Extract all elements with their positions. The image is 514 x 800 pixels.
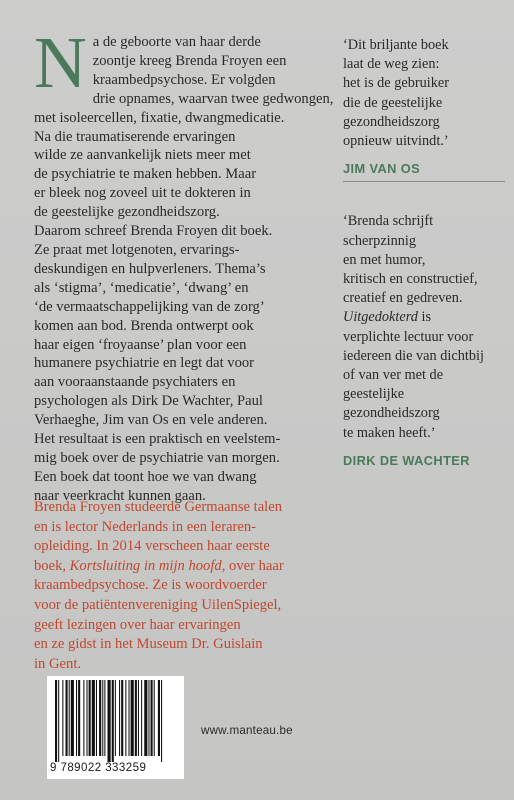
blurb-line: Een boek dat toont hoe we van dwang	[34, 468, 257, 485]
barcode-bar	[89, 680, 91, 756]
bio-line: Brenda Froyen studeerde Germaanse talen	[34, 499, 282, 515]
blurb-line: Daarom schreef Brenda Froyen dit boek.	[34, 223, 273, 240]
blurb-line: mig boek over de psychiatrie van morgen.	[34, 449, 280, 466]
barcode-bar	[129, 680, 130, 756]
blurb-line: wilde ze aanvankelijk niets meer met	[34, 147, 251, 164]
barcode-bar	[158, 680, 160, 756]
blurb-line: deskundigen en hulpverleners. Thema’s	[34, 260, 266, 277]
barcode-bar	[125, 680, 126, 756]
book-title: Kortsluiting in mijn hoofd	[69, 557, 222, 574]
bio-line: voor de patiëntenvereniging UilenSpiegel,	[34, 596, 282, 613]
bio-line: en is lector Nederlands in een leraren-	[34, 518, 257, 535]
quote-line: iedereen die van dichtbij	[343, 347, 484, 364]
blurb-main-text	[34, 22, 334, 506]
blurb-line: er bleek nog zoveel uit te dokteren in	[34, 185, 251, 202]
quote-jim-van-os	[343, 36, 508, 178]
blurb-line: ‘de vermaatschappelijking van de zorg’	[34, 298, 265, 315]
barcode-bar	[104, 680, 105, 756]
quote-dirk-de-wachter	[343, 212, 508, 470]
quote-line: gezondheidszorg	[343, 113, 440, 130]
barcode-bars	[55, 680, 177, 762]
barcode-bar	[102, 680, 103, 756]
barcode-bar	[135, 680, 137, 756]
blurb-line: met isoleercellen, fixatie, dwangmedicatie.	[34, 109, 285, 126]
quote-line: verplichte lectuur voor	[343, 328, 474, 345]
quote-line: geestelijke	[343, 386, 405, 403]
bio-line	[34, 557, 334, 577]
blurb-line: haar eigen ‘froyaanse’ plan voor een	[34, 336, 247, 353]
barcode-bar	[96, 680, 97, 756]
bio-line-suffix: , over haar	[221, 557, 284, 574]
barcode-bar	[99, 680, 101, 756]
barcode-bar	[83, 680, 84, 756]
quote-line: of van ver met de	[343, 367, 444, 384]
quote-book-title: Uitgedokterd	[343, 309, 418, 326]
blurb-line: drie opnames, waarvan twee gedwongen,	[92, 90, 334, 107]
barcode-bar	[138, 680, 139, 756]
barcode-bar	[92, 680, 95, 756]
barcode-bar	[121, 680, 123, 756]
quote-line: gezondheidszorg	[343, 405, 440, 422]
barcode-bar	[78, 680, 80, 756]
quote-line	[343, 308, 508, 327]
quote-line: creatief en gedreven.	[343, 290, 463, 307]
barcode-bar	[161, 680, 162, 762]
barcode-bar	[151, 680, 153, 756]
drop-cap: N	[34, 22, 87, 103]
quote-line: en met humor,	[343, 251, 426, 268]
barcode-bar	[112, 680, 114, 762]
quote-author: JIM VAN OS	[343, 161, 421, 177]
quote-title-suffix: is	[417, 309, 432, 326]
blurb-line: zoontje kreeg Brenda Froyen een	[92, 52, 287, 69]
barcode-bar	[148, 680, 149, 756]
bio-line-prefix: boek,	[34, 557, 70, 574]
endorsements	[343, 36, 508, 470]
barcode-bar	[108, 680, 111, 762]
blurb-line: Ze praat met lotgenoten, ervarings-	[34, 241, 240, 258]
quote-line: die de geestelijke	[343, 94, 443, 111]
blurb-line: als ‘stigma’, ‘medicatie’, ‘dwang’ en	[34, 279, 249, 296]
blurb-line: psychologen als Dirk De Wachter, Paul	[34, 393, 263, 410]
barcode-bar	[115, 680, 116, 756]
divider-rule	[343, 181, 505, 182]
blurb-line: humanere psychiatrie en legt dat voor	[34, 355, 255, 372]
isbn-barcode	[47, 676, 184, 779]
quote-line: ‘Brenda schrijft	[343, 213, 434, 230]
blurb-line: Het resultaat is een praktisch en veelstem-	[34, 431, 281, 448]
author-bio	[34, 498, 334, 674]
barcode-bar	[55, 680, 57, 762]
barcode-bar	[119, 680, 120, 756]
blurb-line: de geestelijke gezondheidszorg.	[34, 204, 220, 221]
quote-line: het is de gebruiker	[343, 75, 449, 92]
barcode-bar	[131, 680, 134, 756]
barcode-bar	[71, 680, 74, 756]
barcode-bar	[144, 680, 147, 756]
quote-line: te maken heeft.’	[343, 424, 436, 441]
isbn-digits: 9 789022 333259	[50, 762, 147, 774]
quote-line: opnieuw uitvindt.’	[343, 133, 449, 150]
bio-line: kraambedpsychose. Ze is woordvoerder	[34, 577, 267, 594]
blurb-line: komen aan bod. Brenda ontwerpt ook	[34, 317, 254, 334]
barcode-bar	[62, 680, 63, 756]
barcode-bar	[87, 680, 88, 756]
bio-line: in Gent.	[34, 655, 82, 672]
barcode-bar	[58, 680, 59, 762]
quote-line: laat de weg zien:	[343, 56, 440, 73]
barcode-bar	[154, 680, 155, 756]
barcode-bar	[141, 680, 142, 756]
bio-line: en ze gidst in het Museum Dr. Guislain	[34, 636, 263, 653]
quote-line: kritisch en constructief,	[343, 271, 478, 288]
blurb-line: aan vooraanstaande psychiaters en	[34, 374, 236, 391]
bio-line: geeft lezingen over haar ervaringen	[34, 616, 241, 633]
blurb-line: Na die traumatiserende ervaringen	[34, 128, 236, 145]
blurb-line: de psychiatrie te maken hebben. Maar	[34, 166, 257, 183]
blurb-paragraph	[34, 22, 334, 506]
barcode-bar	[69, 680, 70, 756]
quote-author: DIRK DE WACHTER	[343, 452, 470, 468]
quote-line: ‘Dit briljante boek	[343, 37, 449, 53]
blurb-line: naar veerkracht kunnen gaan.	[34, 487, 206, 504]
barcode-bar	[76, 680, 77, 756]
barcode-bar	[66, 680, 68, 756]
blurb-line: kraambedpsychose. Er volgden	[92, 71, 276, 88]
publisher-url[interactable]: www.manteau.be	[201, 724, 293, 737]
quote-line: scherpzinnig	[343, 232, 417, 249]
bio-line: opleiding. In 2014 verscheen haar eerste	[34, 538, 270, 555]
blurb-line: a de geboorte van haar derde	[92, 34, 261, 50]
blurb-line: Verhaeghe, Jim van Os en vele anderen.	[34, 412, 268, 429]
